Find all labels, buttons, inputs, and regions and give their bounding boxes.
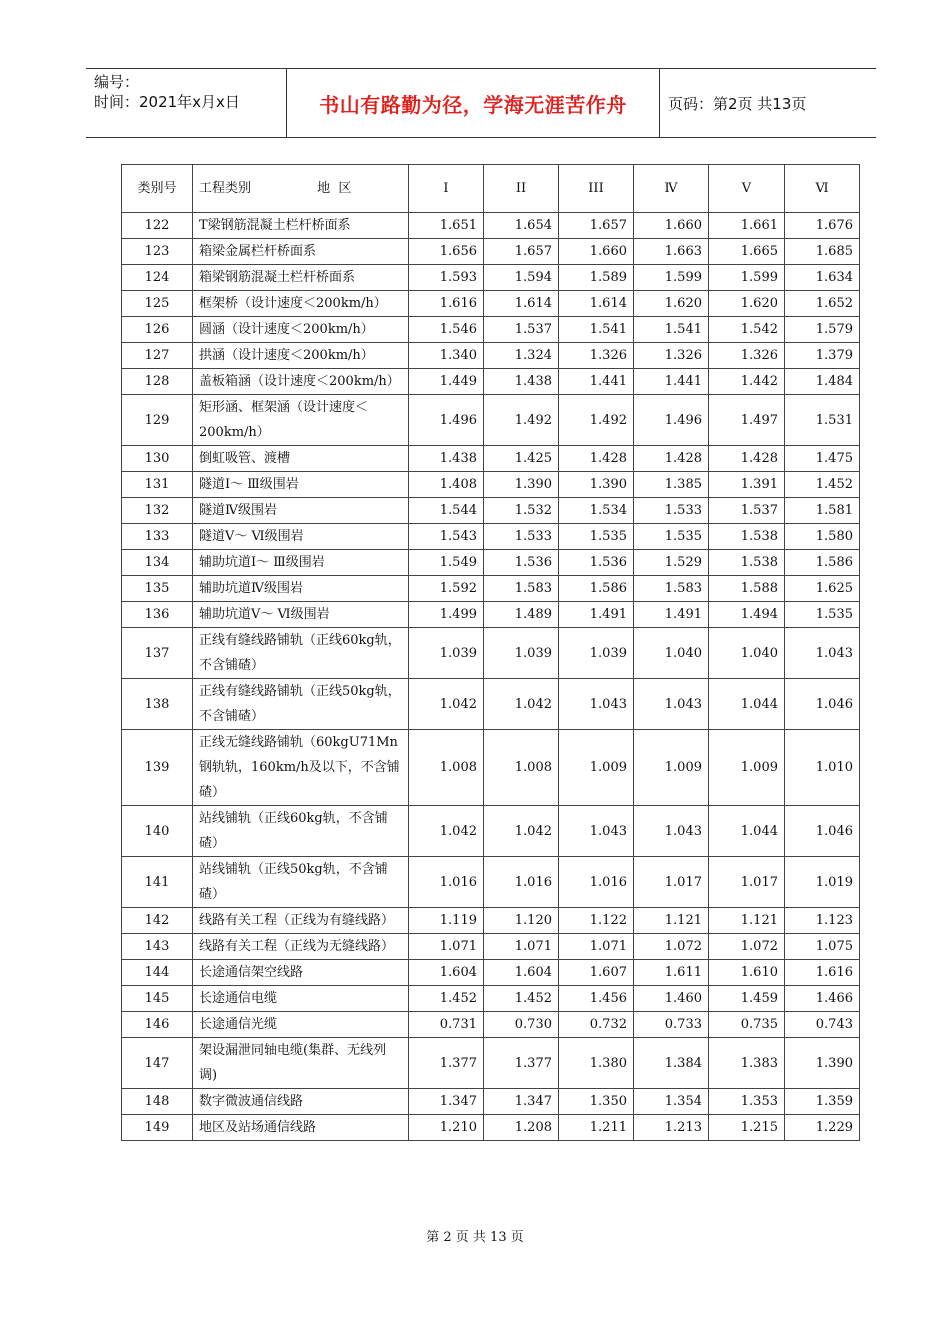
coefficient-cell: 1.614 (484, 291, 559, 317)
category-name-cell: 隧道Ⅴ～ Ⅵ级围岩 (193, 524, 409, 550)
coefficient-cell: 1.583 (484, 576, 559, 602)
coefficient-cell: 1.536 (484, 550, 559, 576)
category-number-cell: 143 (122, 934, 193, 960)
category-number-cell: 149 (122, 1115, 193, 1141)
coefficient-cell: 1.442 (709, 369, 785, 395)
table-row (122, 239, 860, 265)
coefficient-cell: 1.119 (409, 908, 484, 934)
category-number-cell: 129 (122, 395, 193, 446)
table-row (122, 265, 860, 291)
coefficient-cell: 0.735 (709, 1012, 785, 1038)
table-row (122, 576, 860, 602)
coefficient-cell: 1.492 (559, 395, 634, 446)
category-number-cell: 147 (122, 1038, 193, 1089)
table-row (122, 317, 860, 343)
table-row (122, 1089, 860, 1115)
table-row (122, 291, 860, 317)
table-row (122, 806, 860, 857)
category-number-cell: 145 (122, 986, 193, 1012)
coefficient-cell: 1.017 (634, 857, 709, 908)
coefficient-cell: 1.529 (634, 550, 709, 576)
category-number-cell: 130 (122, 446, 193, 472)
coefficient-cell: 1.039 (559, 628, 634, 679)
coefficient-cell: 1.546 (409, 317, 484, 343)
coefficient-cell: 1.347 (409, 1089, 484, 1115)
column-header: 工程类别 地 区 (193, 165, 409, 213)
category-name-cell: 正线有缝线路铺轨（正线60kg轨，不含铺碴） (193, 628, 409, 679)
category-number-cell: 142 (122, 908, 193, 934)
coefficient-cell: 0.743 (785, 1012, 860, 1038)
category-name-cell: 线路有关工程（正线为有缝线路） (193, 908, 409, 934)
table-row (122, 343, 860, 369)
category-number-cell: 136 (122, 602, 193, 628)
category-number-cell: 135 (122, 576, 193, 602)
coefficient-cell: 1.072 (709, 934, 785, 960)
coefficient-cell: 1.016 (559, 857, 634, 908)
category-name-cell: 矩形涵、框架涵（设计速度＜200km/h） (193, 395, 409, 446)
coefficient-cell: 1.010 (785, 730, 860, 806)
coefficient-cell: 1.043 (559, 806, 634, 857)
column-header: Ⅵ (785, 165, 860, 213)
coefficient-table (121, 164, 860, 1141)
table-row (122, 446, 860, 472)
coefficient-cell: 1.042 (484, 679, 559, 730)
header-page-info: 页码：第2页 共13页 (668, 95, 807, 113)
coefficient-cell: 1.452 (409, 986, 484, 1012)
coefficient-cell: 1.008 (409, 730, 484, 806)
coefficient-cell: 1.459 (709, 986, 785, 1012)
table-row (122, 628, 860, 679)
coefficient-cell: 1.537 (484, 317, 559, 343)
coefficient-cell: 1.122 (559, 908, 634, 934)
coefficient-cell: 1.616 (409, 291, 484, 317)
category-number-cell: 125 (122, 291, 193, 317)
coefficient-cell: 1.043 (559, 679, 634, 730)
coefficient-cell: 1.452 (785, 472, 860, 498)
coefficient-cell: 1.008 (484, 730, 559, 806)
category-name-cell: T梁钢筋混凝土栏杆桥面系 (193, 213, 409, 239)
coefficient-cell: 1.538 (709, 524, 785, 550)
table-row (122, 1115, 860, 1141)
category-number-cell: 137 (122, 628, 193, 679)
category-name-cell: 盖板箱涵（设计速度＜200km/h） (193, 369, 409, 395)
coefficient-cell: 1.428 (634, 446, 709, 472)
coefficient-cell: 1.347 (484, 1089, 559, 1115)
coefficient-cell: 1.441 (559, 369, 634, 395)
coefficient-cell: 1.210 (409, 1115, 484, 1141)
category-name-cell: 线路有关工程（正线为无缝线路） (193, 934, 409, 960)
column-header: III (559, 165, 634, 213)
category-name-cell: 正线有缝线路铺轨（正线50kg轨，不含铺碴） (193, 679, 409, 730)
coefficient-cell: 1.215 (709, 1115, 785, 1141)
coefficient-cell: 1.449 (409, 369, 484, 395)
coefficient-cell: 1.651 (409, 213, 484, 239)
coefficient-cell: 1.610 (709, 960, 785, 986)
coefficient-cell: 1.016 (484, 857, 559, 908)
category-number-cell: 139 (122, 730, 193, 806)
coefficient-cell: 1.583 (634, 576, 709, 602)
coefficient-cell: 1.350 (559, 1089, 634, 1115)
coefficient-cell: 1.326 (559, 343, 634, 369)
coefficient-cell: 1.604 (484, 960, 559, 986)
coefficient-cell: 1.685 (785, 239, 860, 265)
coefficient-cell: 1.121 (634, 908, 709, 934)
coefficient-cell: 1.390 (484, 472, 559, 498)
coefficient-cell: 1.652 (785, 291, 860, 317)
coefficient-cell: 1.496 (409, 395, 484, 446)
table-row (122, 602, 860, 628)
coefficient-cell: 1.326 (709, 343, 785, 369)
coefficient-cell: 1.620 (709, 291, 785, 317)
coefficient-cell: 1.579 (785, 317, 860, 343)
header-divider (659, 69, 660, 137)
coefficient-cell: 1.377 (409, 1038, 484, 1089)
category-name-cell: 框架桥（设计速度＜200km/h） (193, 291, 409, 317)
coefficient-cell: 1.533 (484, 524, 559, 550)
coefficient-cell: 1.532 (484, 498, 559, 524)
coefficient-cell: 1.616 (785, 960, 860, 986)
category-number-cell: 124 (122, 265, 193, 291)
coefficient-cell: 1.390 (559, 472, 634, 498)
coefficient-cell: 1.535 (559, 524, 634, 550)
category-name-cell: 拱涵（设计速度＜200km/h） (193, 343, 409, 369)
category-name-cell: 圆涵（设计速度＜200km/h） (193, 317, 409, 343)
coefficient-cell: 1.441 (634, 369, 709, 395)
category-number-cell: 133 (122, 524, 193, 550)
category-number-cell: 148 (122, 1089, 193, 1115)
coefficient-cell: 1.537 (709, 498, 785, 524)
table-row (122, 1038, 860, 1089)
category-name-cell: 地区及站场通信线路 (193, 1115, 409, 1141)
coefficient-cell: 1.042 (409, 679, 484, 730)
coefficient-cell: 1.391 (709, 472, 785, 498)
coefficient-cell: 1.594 (484, 265, 559, 291)
coefficient-cell: 1.531 (785, 395, 860, 446)
coefficient-cell: 1.541 (559, 317, 634, 343)
coefficient-cell: 1.354 (634, 1089, 709, 1115)
coefficient-cell: 1.588 (709, 576, 785, 602)
table-row (122, 213, 860, 239)
coefficient-cell: 1.535 (634, 524, 709, 550)
coefficient-cell: 1.592 (409, 576, 484, 602)
coefficient-cell: 1.377 (484, 1038, 559, 1089)
coefficient-cell: 1.663 (634, 239, 709, 265)
category-name-cell: 架设漏泄同轴电缆(集群、无线列调) (193, 1038, 409, 1089)
column-header: Ⅳ (634, 165, 709, 213)
category-number-cell: 128 (122, 369, 193, 395)
coefficient-cell: 1.229 (785, 1115, 860, 1141)
coefficient-cell: 1.534 (559, 498, 634, 524)
coefficient-cell: 1.634 (785, 265, 860, 291)
coefficient-cell: 1.580 (785, 524, 860, 550)
category-name-cell: 箱梁钢筋混凝土栏杆桥面系 (193, 265, 409, 291)
category-number-cell: 144 (122, 960, 193, 986)
coefficient-cell: 1.589 (559, 265, 634, 291)
category-name-cell: 数字微波通信线路 (193, 1089, 409, 1115)
category-number-cell: 146 (122, 1012, 193, 1038)
coefficient-cell: 1.544 (409, 498, 484, 524)
table-row (122, 986, 860, 1012)
coefficient-cell: 1.586 (559, 576, 634, 602)
category-name-cell: 倒虹吸管、渡槽 (193, 446, 409, 472)
coefficient-cell: 0.731 (409, 1012, 484, 1038)
coefficient-cell: 1.491 (559, 602, 634, 628)
table-row (122, 679, 860, 730)
coefficient-cell: 1.072 (634, 934, 709, 960)
coefficient-cell: 1.326 (634, 343, 709, 369)
coefficient-cell: 1.492 (484, 395, 559, 446)
coefficient-cell: 0.733 (634, 1012, 709, 1038)
coefficient-cell: 0.730 (484, 1012, 559, 1038)
coefficient-cell: 1.009 (559, 730, 634, 806)
coefficient-cell: 1.040 (709, 628, 785, 679)
coefficient-cell: 1.039 (484, 628, 559, 679)
category-name-cell: 站线铺轨（正线60kg轨，不含铺碴） (193, 806, 409, 857)
coefficient-cell: 1.340 (409, 343, 484, 369)
coefficient-cell: 1.496 (634, 395, 709, 446)
table-row (122, 472, 860, 498)
coefficient-cell: 1.075 (785, 934, 860, 960)
coefficient-cell: 1.121 (709, 908, 785, 934)
coefficient-cell: 1.536 (559, 550, 634, 576)
coefficient-cell: 1.466 (785, 986, 860, 1012)
coefficient-cell: 1.380 (559, 1038, 634, 1089)
category-number-cell: 134 (122, 550, 193, 576)
table-row (122, 524, 860, 550)
coefficient-cell: 1.611 (634, 960, 709, 986)
coefficient-cell: 1.324 (484, 343, 559, 369)
coefficient-cell: 1.538 (709, 550, 785, 576)
coefficient-cell: 1.549 (409, 550, 484, 576)
table-row (122, 908, 860, 934)
coefficient-cell: 1.533 (634, 498, 709, 524)
category-name-cell: 站线铺轨（正线50kg轨，不含铺碴） (193, 857, 409, 908)
category-number-cell: 138 (122, 679, 193, 730)
category-number-cell: 131 (122, 472, 193, 498)
coefficient-cell: 1.359 (785, 1089, 860, 1115)
coefficient-cell: 1.017 (709, 857, 785, 908)
coefficient-cell: 1.452 (484, 986, 559, 1012)
coefficient-cell: 1.535 (785, 602, 860, 628)
category-name-cell: 隧道Ⅰ～ Ⅲ级围岩 (193, 472, 409, 498)
coefficient-cell: 1.656 (409, 239, 484, 265)
coefficient-cell: 1.043 (785, 628, 860, 679)
category-number-cell: 132 (122, 498, 193, 524)
coefficient-cell: 1.016 (409, 857, 484, 908)
coefficient-cell: 1.428 (559, 446, 634, 472)
coefficient-cell: 1.040 (634, 628, 709, 679)
coefficient-cell: 1.599 (709, 265, 785, 291)
category-name-cell: 隧道Ⅳ级围岩 (193, 498, 409, 524)
coefficient-cell: 1.475 (785, 446, 860, 472)
coefficient-cell: 1.353 (709, 1089, 785, 1115)
coefficient-cell: 1.657 (559, 213, 634, 239)
coefficient-cell: 1.390 (785, 1038, 860, 1089)
coefficient-cell: 1.607 (559, 960, 634, 986)
coefficient-cell: 1.460 (634, 986, 709, 1012)
category-name-cell: 箱梁金属栏杆桥面系 (193, 239, 409, 265)
coefficient-cell: 1.542 (709, 317, 785, 343)
column-header: 类别号 (122, 165, 193, 213)
header-meta (94, 72, 240, 112)
table-row (122, 395, 860, 446)
coefficient-cell: 1.654 (484, 213, 559, 239)
table-row (122, 730, 860, 806)
coefficient-cell: 1.379 (785, 343, 860, 369)
column-header: V (709, 165, 785, 213)
coefficient-cell: 1.046 (785, 679, 860, 730)
category-name-cell: 辅助坑道Ⅳ级围岩 (193, 576, 409, 602)
column-header: II (484, 165, 559, 213)
coefficient-cell: 1.599 (634, 265, 709, 291)
coefficient-cell: 1.456 (559, 986, 634, 1012)
coefficient-cell: 1.042 (484, 806, 559, 857)
category-number-cell: 140 (122, 806, 193, 857)
coefficient-cell: 1.438 (484, 369, 559, 395)
category-number-cell: 123 (122, 239, 193, 265)
coefficient-cell: 1.604 (409, 960, 484, 986)
coefficient-cell: 1.009 (709, 730, 785, 806)
table-row (122, 960, 860, 986)
coefficient-cell: 1.593 (409, 265, 484, 291)
category-name-cell: 辅助坑道Ⅴ～ Ⅵ级围岩 (193, 602, 409, 628)
coefficient-cell: 1.620 (634, 291, 709, 317)
table-row (122, 498, 860, 524)
coefficient-cell: 1.071 (409, 934, 484, 960)
coefficient-cell: 1.039 (409, 628, 484, 679)
coefficient-cell: 1.676 (785, 213, 860, 239)
table-row (122, 1012, 860, 1038)
page-footer: 第 2 页 共 13 页 (426, 1230, 524, 1245)
coefficient-cell: 1.009 (634, 730, 709, 806)
coefficient-cell: 1.408 (409, 472, 484, 498)
coefficient-cell: 1.211 (559, 1115, 634, 1141)
coefficient-cell: 1.213 (634, 1115, 709, 1141)
table-header-row (122, 165, 860, 213)
coefficient-cell: 1.484 (785, 369, 860, 395)
table-row (122, 369, 860, 395)
page-header (86, 68, 876, 138)
category-name-cell: 辅助坑道Ⅰ～ Ⅲ级围岩 (193, 550, 409, 576)
coefficient-cell: 1.660 (634, 213, 709, 239)
coefficient-cell: 1.494 (709, 602, 785, 628)
category-number-cell: 141 (122, 857, 193, 908)
coefficient-cell: 1.543 (409, 524, 484, 550)
coefficient-cell: 1.489 (484, 602, 559, 628)
coefficient-cell: 1.438 (409, 446, 484, 472)
coefficient-cell: 1.046 (785, 806, 860, 857)
header-motto: 书山有路勤为径，学海无涯苦作舟 (319, 92, 627, 117)
coefficient-cell: 1.384 (634, 1038, 709, 1089)
coefficient-cell: 1.120 (484, 908, 559, 934)
coefficient-cell: 1.625 (785, 576, 860, 602)
category-number-cell: 126 (122, 317, 193, 343)
coefficient-cell: 1.019 (785, 857, 860, 908)
coefficient-cell: 1.425 (484, 446, 559, 472)
table-row (122, 857, 860, 908)
coefficient-cell: 1.581 (785, 498, 860, 524)
coefficient-cell: 0.732 (559, 1012, 634, 1038)
coefficient-cell: 1.586 (785, 550, 860, 576)
coefficient-cell: 1.385 (634, 472, 709, 498)
column-header: I (409, 165, 484, 213)
coefficient-cell: 1.614 (559, 291, 634, 317)
category-number-cell: 122 (122, 213, 193, 239)
number-label: 编号： (94, 73, 140, 91)
coefficient-cell: 1.428 (709, 446, 785, 472)
coefficient-cell: 1.661 (709, 213, 785, 239)
coefficient-cell: 1.044 (709, 679, 785, 730)
category-name-cell: 长途通信架空线路 (193, 960, 409, 986)
category-name-cell: 长途通信光缆 (193, 1012, 409, 1038)
coefficient-cell: 1.043 (634, 806, 709, 857)
coefficient-cell: 1.541 (634, 317, 709, 343)
coefficient-cell: 1.665 (709, 239, 785, 265)
category-name-cell: 正线无缝线路铺轨（60kgU71Mn钢轨轨，160km/h及以下，不含铺碴） (193, 730, 409, 806)
coefficient-cell: 1.044 (709, 806, 785, 857)
category-number-cell: 127 (122, 343, 193, 369)
coefficient-cell: 1.499 (409, 602, 484, 628)
coefficient-cell: 1.660 (559, 239, 634, 265)
table-row (122, 934, 860, 960)
coefficient-cell: 1.497 (709, 395, 785, 446)
table-row (122, 550, 860, 576)
coefficient-cell: 1.657 (484, 239, 559, 265)
coefficient-cell: 1.043 (634, 679, 709, 730)
coefficient-cell: 1.071 (559, 934, 634, 960)
coefficient-cell: 1.071 (484, 934, 559, 960)
coefficient-cell: 1.123 (785, 908, 860, 934)
coefficient-cell: 1.208 (484, 1115, 559, 1141)
coefficient-cell: 1.491 (634, 602, 709, 628)
coefficient-cell: 1.383 (709, 1038, 785, 1089)
category-name-cell: 长途通信电缆 (193, 986, 409, 1012)
time-label: 时间：2021年x月x日 (94, 93, 240, 111)
coefficient-cell: 1.042 (409, 806, 484, 857)
